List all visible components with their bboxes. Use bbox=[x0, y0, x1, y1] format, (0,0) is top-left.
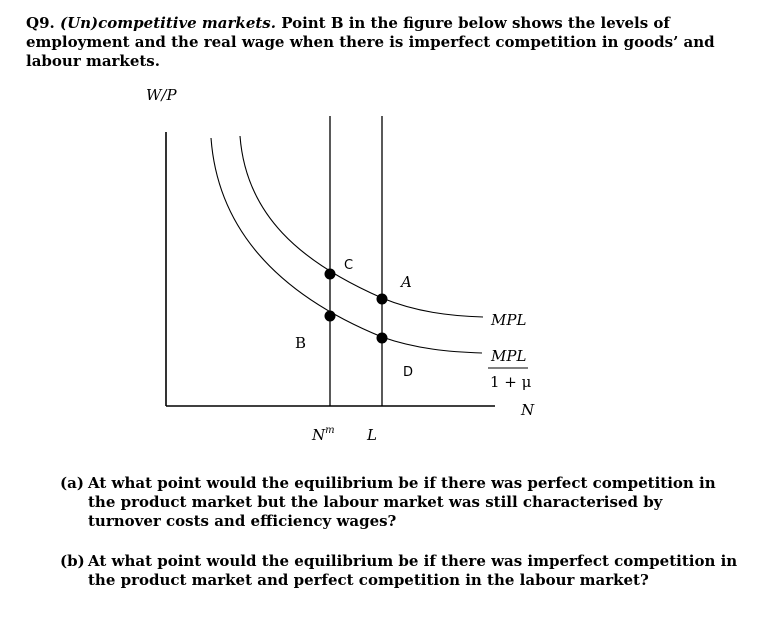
point-a-dot bbox=[377, 294, 388, 305]
part-b-text: At what point would the equilibrium be if there was imperfect competition in the product market and perfect competition in the labour market? bbox=[88, 552, 738, 589]
point-b-dot bbox=[325, 311, 336, 322]
x-tick-l: L bbox=[367, 426, 377, 444]
x-tick-nm-sup: m bbox=[325, 425, 335, 436]
mpl-markup-numerator: MPL bbox=[491, 347, 527, 365]
mpl-markup-curve bbox=[211, 138, 482, 353]
point-d-label: D bbox=[403, 365, 414, 380]
part-a-tag: (a) bbox=[60, 474, 84, 492]
mpl-markup-denominator: 1 + μ bbox=[490, 373, 532, 391]
x-tick-nm bbox=[311, 425, 335, 444]
y-axis-label: W/P bbox=[146, 86, 177, 104]
point-c-dot bbox=[325, 269, 336, 280]
part-b-tag: (b) bbox=[60, 552, 85, 570]
part-a bbox=[60, 474, 740, 531]
question-number: Q9. bbox=[26, 14, 55, 32]
point-d-dot bbox=[377, 333, 388, 344]
question-title: (Un)competitive markets. bbox=[59, 14, 276, 32]
point-a-label: A bbox=[401, 273, 412, 291]
x-tick-nm-base: N bbox=[312, 426, 326, 444]
part-b bbox=[60, 552, 740, 590]
question-text: Point B in the figure below shows the levels of employment and the real wage when there is imperfect competition in goods’ and labour markets. bbox=[26, 14, 715, 70]
point-b-label: B bbox=[295, 334, 307, 352]
part-a-text: At what point would the equilibrium be if there was perfect competition in the product market but the labour market was still characterised by turnover costs and efficiency wages? bbox=[88, 474, 716, 530]
mpl-curve-label: MPL bbox=[491, 311, 527, 329]
mpl-curve bbox=[240, 136, 483, 317]
point-c-label: C bbox=[344, 258, 354, 273]
x-axis-label: N bbox=[521, 401, 535, 419]
